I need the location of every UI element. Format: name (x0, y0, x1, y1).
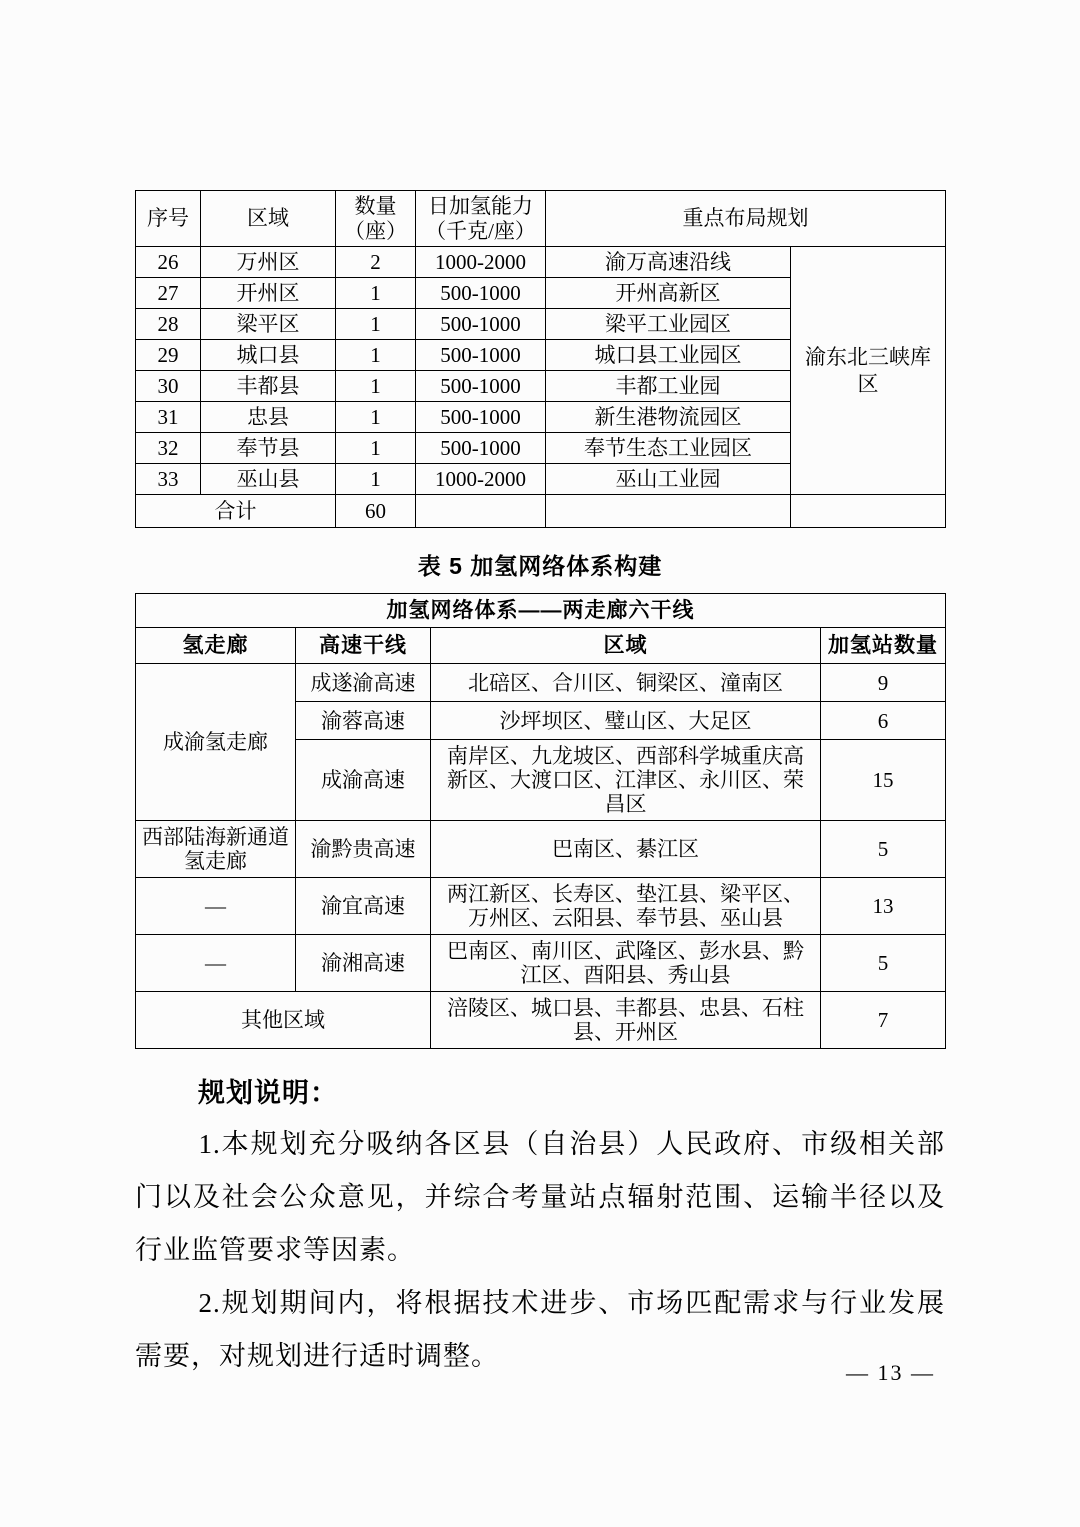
cell-region: 南岸区、九龙坡区、西部科学城重庆高新区、大渡口区、江津区、永川区、荣昌区 (431, 740, 821, 821)
cell-plan: 渝万高速沿线 (546, 247, 791, 278)
cell-quantity: 2 (336, 247, 416, 278)
table-row (136, 935, 946, 992)
cell-count: 13 (821, 878, 946, 935)
header-region: 区域 (431, 628, 821, 664)
cell-count: 5 (821, 935, 946, 992)
header-plan: 重点布局规划 (546, 191, 946, 247)
cell-corridor: 西部陆海新通道氢走廊 (136, 821, 296, 878)
cell-quantity: 1 (336, 278, 416, 309)
cell-capacity: 500-1000 (416, 340, 546, 371)
cell-count: 9 (821, 664, 946, 702)
cell-capacity: 1000-2000 (416, 464, 546, 495)
cell-highway: 渝宜高速 (296, 878, 431, 935)
cell-region: 万州区 (201, 247, 336, 278)
cell-region: 开州区 (201, 278, 336, 309)
note-paragraph-1: 1.本规划充分吸纳各区县（自治县）人民政府、市级相关部门以及社会公众意见，并综合考量站点辐射范围、运输半径以及行业监管要求等因素。 (135, 1129, 945, 1265)
cell-quantity: 1 (336, 371, 416, 402)
header-capacity-line1: 日加氢能力 (428, 193, 533, 218)
header-station-count: 加氢站数量 (821, 628, 946, 664)
table5-caption: 表 5 加氢网络体系构建 (417, 553, 663, 579)
cell-plan: 开州高新区 (546, 278, 791, 309)
cell-plan: 奉节生态工业园区 (546, 433, 791, 464)
cell-plan: 城口县工业园区 (546, 340, 791, 371)
cell-serial: 28 (136, 309, 201, 340)
header-serial: 序号 (136, 191, 201, 247)
cell-highway: 渝黔贵高速 (296, 821, 431, 878)
cell-corridor: 成渝氢走廊 (136, 664, 296, 821)
cell-serial: 30 (136, 371, 201, 402)
cell-corridor: — (136, 878, 296, 935)
cell-highway: 渝蓉高速 (296, 702, 431, 740)
cell-capacity: 500-1000 (416, 433, 546, 464)
cell-serial: 32 (136, 433, 201, 464)
cell-region: 梁平区 (201, 309, 336, 340)
cell-count: 5 (821, 821, 946, 878)
header-quantity (336, 191, 416, 247)
cell-count: 6 (821, 702, 946, 740)
network-table (135, 593, 946, 1049)
cell-region: 奉节县 (201, 433, 336, 464)
cell-empty (546, 495, 791, 528)
cell-quantity: 1 (336, 340, 416, 371)
cell-empty (416, 495, 546, 528)
cell-other-areas: 其他区域 (136, 992, 431, 1049)
cell-empty (791, 495, 946, 528)
cell-capacity: 500-1000 (416, 402, 546, 433)
cell-region: 忠县 (201, 402, 336, 433)
cell-serial: 31 (136, 402, 201, 433)
note-paragraph-2: 2.规划期间内，将根据技术进步、市场匹配需求与行业发展需要，对规划进行适时调整。 (135, 1288, 945, 1371)
header-highway: 高速干线 (296, 628, 431, 664)
network-table-title-row (136, 594, 946, 628)
cell-corridor: — (136, 935, 296, 992)
table-row (136, 664, 946, 702)
cell-capacity: 1000-2000 (416, 247, 546, 278)
cell-region: 两江新区、长寿区、垫江县、梁平区、万州区、云阳县、奉节县、巫山县 (431, 878, 821, 935)
cell-count: 7 (821, 992, 946, 1049)
cell-highway: 成遂渝高速 (296, 664, 431, 702)
cell-capacity: 500-1000 (416, 371, 546, 402)
station-table (135, 190, 946, 528)
cell-serial: 27 (136, 278, 201, 309)
total-row (136, 495, 946, 528)
header-capacity (416, 191, 546, 247)
cell-serial: 29 (136, 340, 201, 371)
cell-total-quantity: 60 (336, 495, 416, 528)
cell-region: 北碚区、合川区、铜梁区、潼南区 (431, 664, 821, 702)
cell-plan: 巫山工业园 (546, 464, 791, 495)
cell-highway: 成渝高速 (296, 740, 431, 821)
cell-quantity: 1 (336, 433, 416, 464)
notes-heading: 规划说明： (198, 1078, 338, 1108)
cell-count: 15 (821, 740, 946, 821)
cell-region: 涪陵区、城口县、丰都县、忠县、石柱县、开州区 (431, 992, 821, 1049)
cell-total-label: 合计 (136, 495, 336, 528)
cell-capacity: 500-1000 (416, 278, 546, 309)
cell-serial: 33 (136, 464, 201, 495)
page-number: — 13 — (846, 1360, 935, 1385)
cell-quantity: 1 (336, 402, 416, 433)
cell-capacity: 500-1000 (416, 309, 546, 340)
table-row (136, 878, 946, 935)
header-quantity-line2: （座） (344, 218, 407, 243)
table-row (136, 247, 946, 278)
table-row (136, 992, 946, 1049)
station-table-header-row (136, 191, 946, 247)
cell-plan: 梁平工业园区 (546, 309, 791, 340)
cell-plan: 丰都工业园 (546, 371, 791, 402)
cell-quantity: 1 (336, 309, 416, 340)
cell-region: 城口县 (201, 340, 336, 371)
cell-area-group: 渝东北三峡库区 (791, 247, 946, 495)
header-capacity-line2: （千克/座） (425, 218, 536, 243)
cell-region: 巫山县 (201, 464, 336, 495)
cell-quantity: 1 (336, 464, 416, 495)
network-table-title: 加氢网络体系——两走廊六干线 (136, 594, 946, 628)
cell-region: 丰都县 (201, 371, 336, 402)
header-quantity-line1: 数量 (354, 193, 397, 218)
cell-highway: 渝湘高速 (296, 935, 431, 992)
cell-region: 巴南区、南川区、武隆区、彭水县、黔江区、酉阳县、秀山县 (431, 935, 821, 992)
header-corridor: 氢走廊 (136, 628, 296, 664)
cell-serial: 26 (136, 247, 201, 278)
header-region: 区域 (201, 191, 336, 247)
network-table-header-row (136, 628, 946, 664)
cell-region: 巴南区、綦江区 (431, 821, 821, 878)
cell-plan: 新生港物流园区 (546, 402, 791, 433)
table-row (136, 821, 946, 878)
cell-region: 沙坪坝区、璧山区、大足区 (431, 702, 821, 740)
